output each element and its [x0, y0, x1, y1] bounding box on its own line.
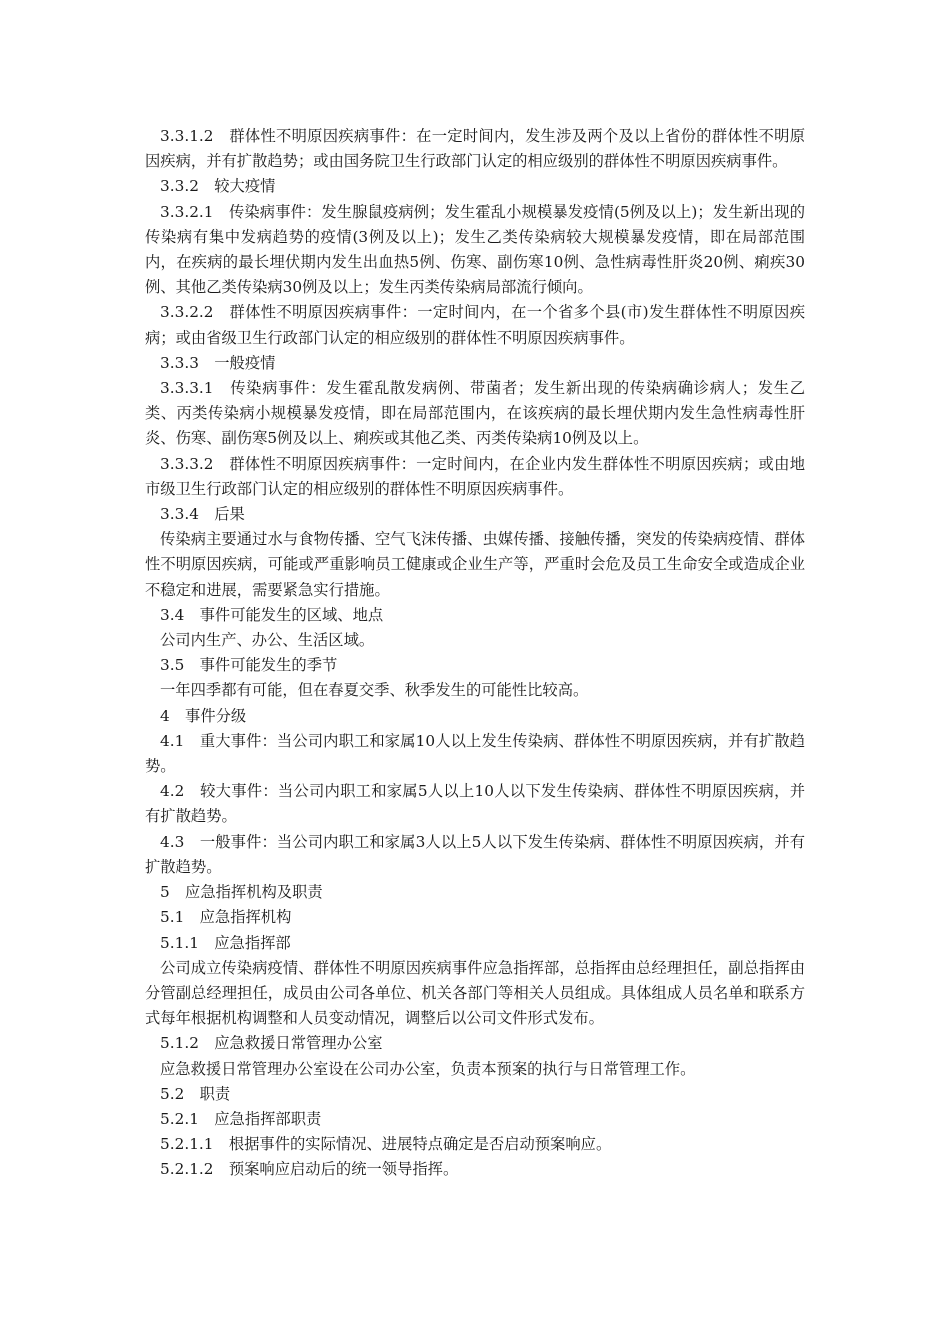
section-heading: 4 事件分级 — [160, 706, 247, 725]
paragraph: 3.3.3.1 传染病事件：发生霍乱散发病例、带菌者；发生新出现的传染病确诊病人；发生乙类、丙类传染病小规模暴发疫情，即在局部范围内，在该疾病的最长埋伏期内发生急性病毒性肝炎、伤寒、副伤寒5例及以上、痢疾或其他乙类、丙类传染病10例及以上。 — [145, 379, 805, 448]
paragraph: 公司内生产、办公、生活区域。 — [160, 631, 375, 650]
section-heading: 5.1.1 应急指挥部 — [160, 933, 291, 952]
section-heading: 3.4 事件可能发生的区域、地点 — [160, 605, 384, 624]
paragraph: 4.1 重大事件：当公司内职工和家属10人以上发生传染病、群体性不明原因疾病，并有扩散趋势。 — [145, 731, 805, 776]
section-heading: 5.1 应急指挥机构 — [160, 908, 292, 927]
section-heading: 3.3.2 较大疫情 — [160, 177, 276, 196]
document-body — [145, 124, 805, 1183]
paragraph: 3.3.2.2 群体性不明原因疾病事件：一定时间内，在一个省多个县(市)发生群体性不明原因疾病；或由省级卫生行政部门认定的相应级别的群体性不明原因疾病事件。 — [145, 303, 805, 347]
section-heading: 3.3.3 一般疫情 — [160, 353, 276, 372]
paragraph: 5.2.1.1 根据事件的实际情况、进展特点确定是否启动预案响应。 — [160, 1135, 612, 1154]
paragraph: 一年四季都有可能，但在春夏交季、秋季发生的可能性比较高。 — [160, 681, 589, 700]
section-heading: 3.3.4 后果 — [160, 505, 245, 524]
section-heading: 5.2.1 应急指挥部职责 — [160, 1109, 322, 1128]
paragraph: 3.3.1.2 群体性不明原因疾病事件：在一定时间内，发生涉及两个及以上省份的群体性不明原因疾病，并有扩散趋势；或由国务院卫生行政部门认定的相应级别的群体性不明原因疾病事件。 — [145, 127, 805, 171]
paragraph: 传染病主要通过水与食物传播、空气飞沫传播、虫媒传播、接触传播，突发的传染病疫情、群体性不明原因疾病，可能或严重影响员工健康或企业生产等，严重时会危及员工生命安全或造成企业不稳定和进展，需要紧急实行措施。 — [145, 530, 805, 599]
section-heading: 5.2 职责 — [160, 1084, 231, 1103]
paragraph: 5.2.1.2 预案响应启动后的统一领导指挥。 — [160, 1160, 459, 1179]
section-heading: 5 应急指挥机构及职责 — [160, 883, 323, 902]
paragraph: 公司成立传染病疫情、群体性不明原因疾病事件应急指挥部，总指挥由总经理担任，副总指挥由分管副总经理担任，成员由公司各单位、机关各部门等相关人员组成。具体组成人员名单和联系方式每年根据机构调整和人员变动情况，调整后以公司文件形式发布。 — [145, 958, 805, 1028]
section-heading: 3.5 事件可能发生的季节 — [160, 656, 338, 675]
paragraph: 应急救援日常管理办公室设在公司办公室，负责本预案的执行与日常管理工作。 — [160, 1059, 696, 1078]
paragraph: 4.3 一般事件：当公司内职工和家属3人以上5人以下发生传染病、群体性不明原因疾病，并有扩散趋势。 — [145, 832, 805, 876]
paragraph: 4.2 较大事件：当公司内职工和家属5人以上10人以下发生传染病、群体性不明原因疾病，并有扩散趋势。 — [145, 782, 805, 826]
paragraph: 3.3.3.2 群体性不明原因疾病事件：一定时间内，在企业内发生群体性不明原因疾病；或由地市级卫生行政部门认定的相应级别的群体性不明原因疾病事件。 — [145, 454, 805, 498]
paragraph: 3.3.2.1 传染病事件：发生腺鼠疫病例；发生霍乱小规模暴发疫情(5例及以上)；发生新出现的传染病有集中发病趋势的疫情(3例及以上)；发生乙类传染病较大规模暴发疫情，即在局部范围内，在疾病的最长埋伏期内发生出血热5例、伤寒、副伤寒10例、急性病毒性肝炎20例、痢疾30例、其他乙类传染病30例及以上；发生丙类传染病局部流行倾向。 — [145, 202, 805, 297]
section-heading: 5.1.2 应急救援日常管理办公室 — [160, 1034, 383, 1053]
